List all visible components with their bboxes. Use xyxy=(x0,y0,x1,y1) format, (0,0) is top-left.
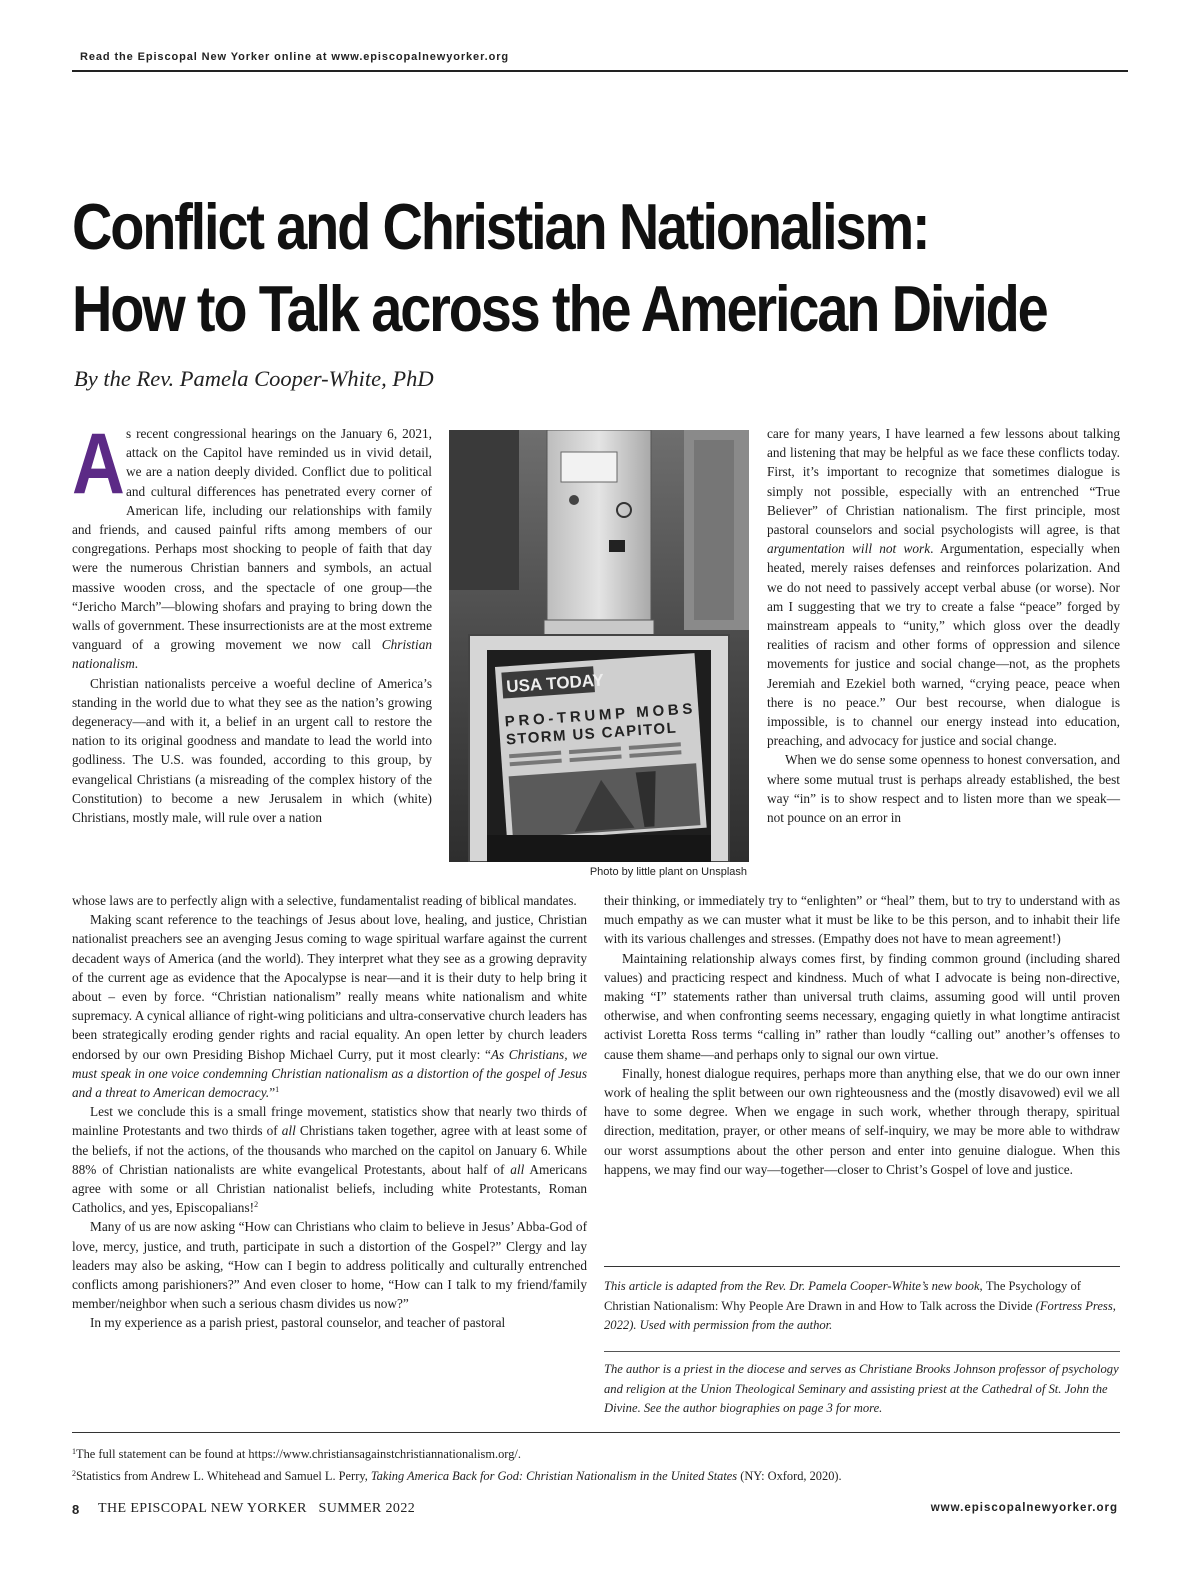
page-number: 8 xyxy=(72,1502,80,1517)
left-column-bottom xyxy=(72,891,587,1333)
svg-text:PRO-TRUMP MOBS: PRO-TRUMP MOBS xyxy=(504,700,693,731)
publication-issue: THE EPISCOPAL NEW YORKER SUMMER 2022 xyxy=(98,1501,416,1516)
paragraph-8-continued: their thinking, or immediately try to “enlighten” or “heal” them, but to try to understand with as much empathy as we can muster what it must be like to be this person, and to inhabit their life with its various challenges and stresses. (Empathy does not have to mean agreement!) xyxy=(604,893,1120,947)
footnote-ref-2: 2 xyxy=(254,1200,259,1210)
divider-notes-top xyxy=(604,1266,1120,1267)
paragraph-5: Many of us are now asking “How can Christians who claim to believe in Jesus’ Abba-God of love, mercy, justice, and truth, participate in such a distortion of the Gospel?” Clergy and lay leaders may also be asking, “How can I begin to address politically and culturally entrenched conflicts among parishioners?” And even closer to home, “How can I talk to my friend/family member/neighbor when such a serious chasm divides us now?” xyxy=(72,1219,587,1312)
paragraph-4: Lest we conclude this is a small fringe movement, statistics show that nearly two thirds of mainline Protestants and two thirds of all Christians taken together, agree with at least some of the beliefs, if not the actions, of the thousands who marched on the capitol on January 6. While 88% of Christian nationalists are white evangelical Protestants, about half of all Americans agree with some or all Christian nationalist beliefs, including white Protestants, Roman Catholics, and yes, Episcopalians!$^2$ xyxy=(72,1104,588,1216)
paragraph-2: Christian nationalists perceive a woeful decline of America’s standing in the world due to what they see as the nation’s growing degeneracy—and with it, a belief in an urgent call to restore the nation to its original goodness and mandate to lead the world into godliness. The U.S. was founded, according to this group, by evangelical Christians (a misreading of the complex history of the Constitution) to become a new Jerusalem in which (white) Christians, mostly male, will rule over a nation xyxy=(72,675,432,826)
footnote-2: $^2$Statistics from Andrew L. Whitehead and Samuel L. Perry, Taking America Back for God: Christian Nationalism in the United States (NY: Oxford, 2020). xyxy=(72,1469,842,1483)
paragraph-1: As recent congressional hearings on the January 6, 2021, attack on the Capitol have reminded us in vivid detail, we are a nation deeply divided. Conflict due to political and cultural differences has penetrated every corner of American life, including our relationships with family and friends, and caused painful rifts among members of our congregations. Perhaps most shocking to people of faith that day were the numerous Christian banners and symbols, an actual massive wooden cross, and the spectacle of one group—the “Jericho March”—blowing shofars and praying to bring down the walls of government. These insurrectionists are at the most extreme vanguard of a growing movement we now call Christian nationalism. xyxy=(72,416,432,672)
adapted-from-note: This article is adapted from the Rev. Dr. Pamela Cooper-White’s new book, The Psychology of Christian Nationalism: Why People Are Drawn in and How to Talk across the Divide (Fortress Press, 2022). Used with permission from the author. xyxy=(604,1279,1116,1332)
article-photo xyxy=(449,430,749,862)
top-banner-text: Read the Episcopal New Yorker online at www.episcopalnewyorker.org xyxy=(80,51,510,63)
paragraph-9: Maintaining relationship always comes first, by finding common ground (including shared values) and practicing respect and kindness. Much of what I advocate is being non-directive, making “I” statements rather than universal truth claims, assuming good will until proven otherwise, and when confronting seems necessary, engaging quietly in what longtime antiracist activist Loretta Ross terms “calling in” rather than loudly “calling out” another’s offenses to cause them shame—and perhaps only to signal our own virtue. xyxy=(604,950,1120,1062)
page-footer xyxy=(72,1502,1128,1522)
book-title: The Psychology of Christian Nationalism: Why People Are Drawn in and How to Talk across the Divide xyxy=(604,1279,1081,1313)
footer-url[interactable]: www.episcopalnewyorker.org xyxy=(930,1502,1118,1514)
photo-caption: Photo by little plant on Unsplash xyxy=(589,866,747,878)
newspaper-box-image xyxy=(449,430,749,862)
paragraph-6: In my experience as a parish priest, pastoral counselor, and teacher of pastoral xyxy=(90,1315,506,1331)
drop-cap: A xyxy=(72,416,125,512)
right-column-bottom xyxy=(604,891,1120,1179)
footnote-1: $^1$The full statement can be found at https://www.christiansagainstchristiannationalism.org/. xyxy=(72,1447,521,1461)
top-banner xyxy=(72,48,1128,72)
article-headline xyxy=(72,186,1047,350)
footnotes xyxy=(72,1442,1128,1486)
paragraph-10: Finally, honest dialogue requires, perhaps more than anything else, that we do our own inner work of healing the split between our own righteousness and the (mostly disavowed) evil we all have to some degree. When we engage in such work, whether through therapy, spiritual direction, meditation, prayer, or other means of self-inquiry, we may be more able to withdraw our worst assumptions about the other person and enter into genuine dialogue. When this happens, we may find our way—together—closer to Christ’s Gospel of love and justice. xyxy=(604,1065,1120,1177)
photo-masthead: USA TODAY xyxy=(505,670,605,697)
headline-line-2: How to Talk across the American Divide xyxy=(72,272,1047,345)
paragraph-7: care for many years, I have learned a few lessons about talking and listening that may be helpful as we face these conflicts today. First, it’s important to recognize that sometimes dialogue is simply not possible, especially with an entrenched “True Believer” of Christian nationalism. The first principle, most pastoral counselors and social psychologists will agree, is that argumentation will not work. Argumentation, especially when heated, merely raises defenses and reinforces polarization. And we do not need to passively accept verbal abuse (or worse). Nor am I suggesting that we try to create a false “peace” forged by mainstream appeals to “unity,” which gloss over the deadly realities of racism and other forms of oppression and silence movements for justice and social change—not, as the prophets Jeremiah and Ezekiel both warned, “crying peace, peace when there is no peace.” Our best recourse, when dialogue is impossible, is to channel our energy instead into education, preaching, and advocacy for justice and social change. xyxy=(767,426,1120,749)
svg-text:STORM US CAPITOL: STORM US CAPITOL xyxy=(505,719,677,749)
left-column-top xyxy=(72,416,432,827)
paragraph-2-continued: whose laws are to perfectly align with a selective, fundamentalist reading of biblical mandates. xyxy=(72,893,577,908)
byline: By the Rev. Pamela Cooper-White, PhD xyxy=(74,366,434,391)
divider-footnotes xyxy=(72,1432,1120,1433)
headline-line-1: Conflict and Christian Nationalism: xyxy=(72,190,929,263)
paragraph-3: Making scant reference to the teachings of Jesus about love, healing, and justice, Christian nationalist preachers see an avenging Jesus coming to wage spiritual warfare against the current decadent ways of America (and the world). They interpret what they see as a growing depravity of the current age as evidence that the Apocalypse is near—and it is their duty to help bring it about – even by force. “Christian nationalism” really means white nationalism and white supremacy. A cynical alliance of right-wing politicians and ultra-conservative church leaders has been strategically eroding gender rights and racial equality. An open letter by church leaders endorsed by our own Presiding Bishop Michael Curry, put it most clearly: “As Christians, we must speak in one voice condemning Christian nationalism as a distortion of the gospel of Jesus and a threat to American democracy.”$^1$ xyxy=(72,912,587,1101)
footnote-ref-1: 1 xyxy=(275,1085,280,1095)
paragraph-8: When we do sense some openness to honest conversation, and where some mutual trust is perhaps already established, the best way “in” is to show respect and to listen more than we speak—not pounce on an error in xyxy=(767,752,1120,826)
right-column-top xyxy=(767,424,1120,827)
author-note: The author is a priest in the diocese and serves as Christiane Brooks Johnson professor of psychology and religion at the Union Theological Seminary and assisting priest at the Cathedral of St. John the Divine. See the author biographies on page 3 for more. xyxy=(604,1362,1119,1415)
divider-notes-middle xyxy=(604,1351,1120,1352)
